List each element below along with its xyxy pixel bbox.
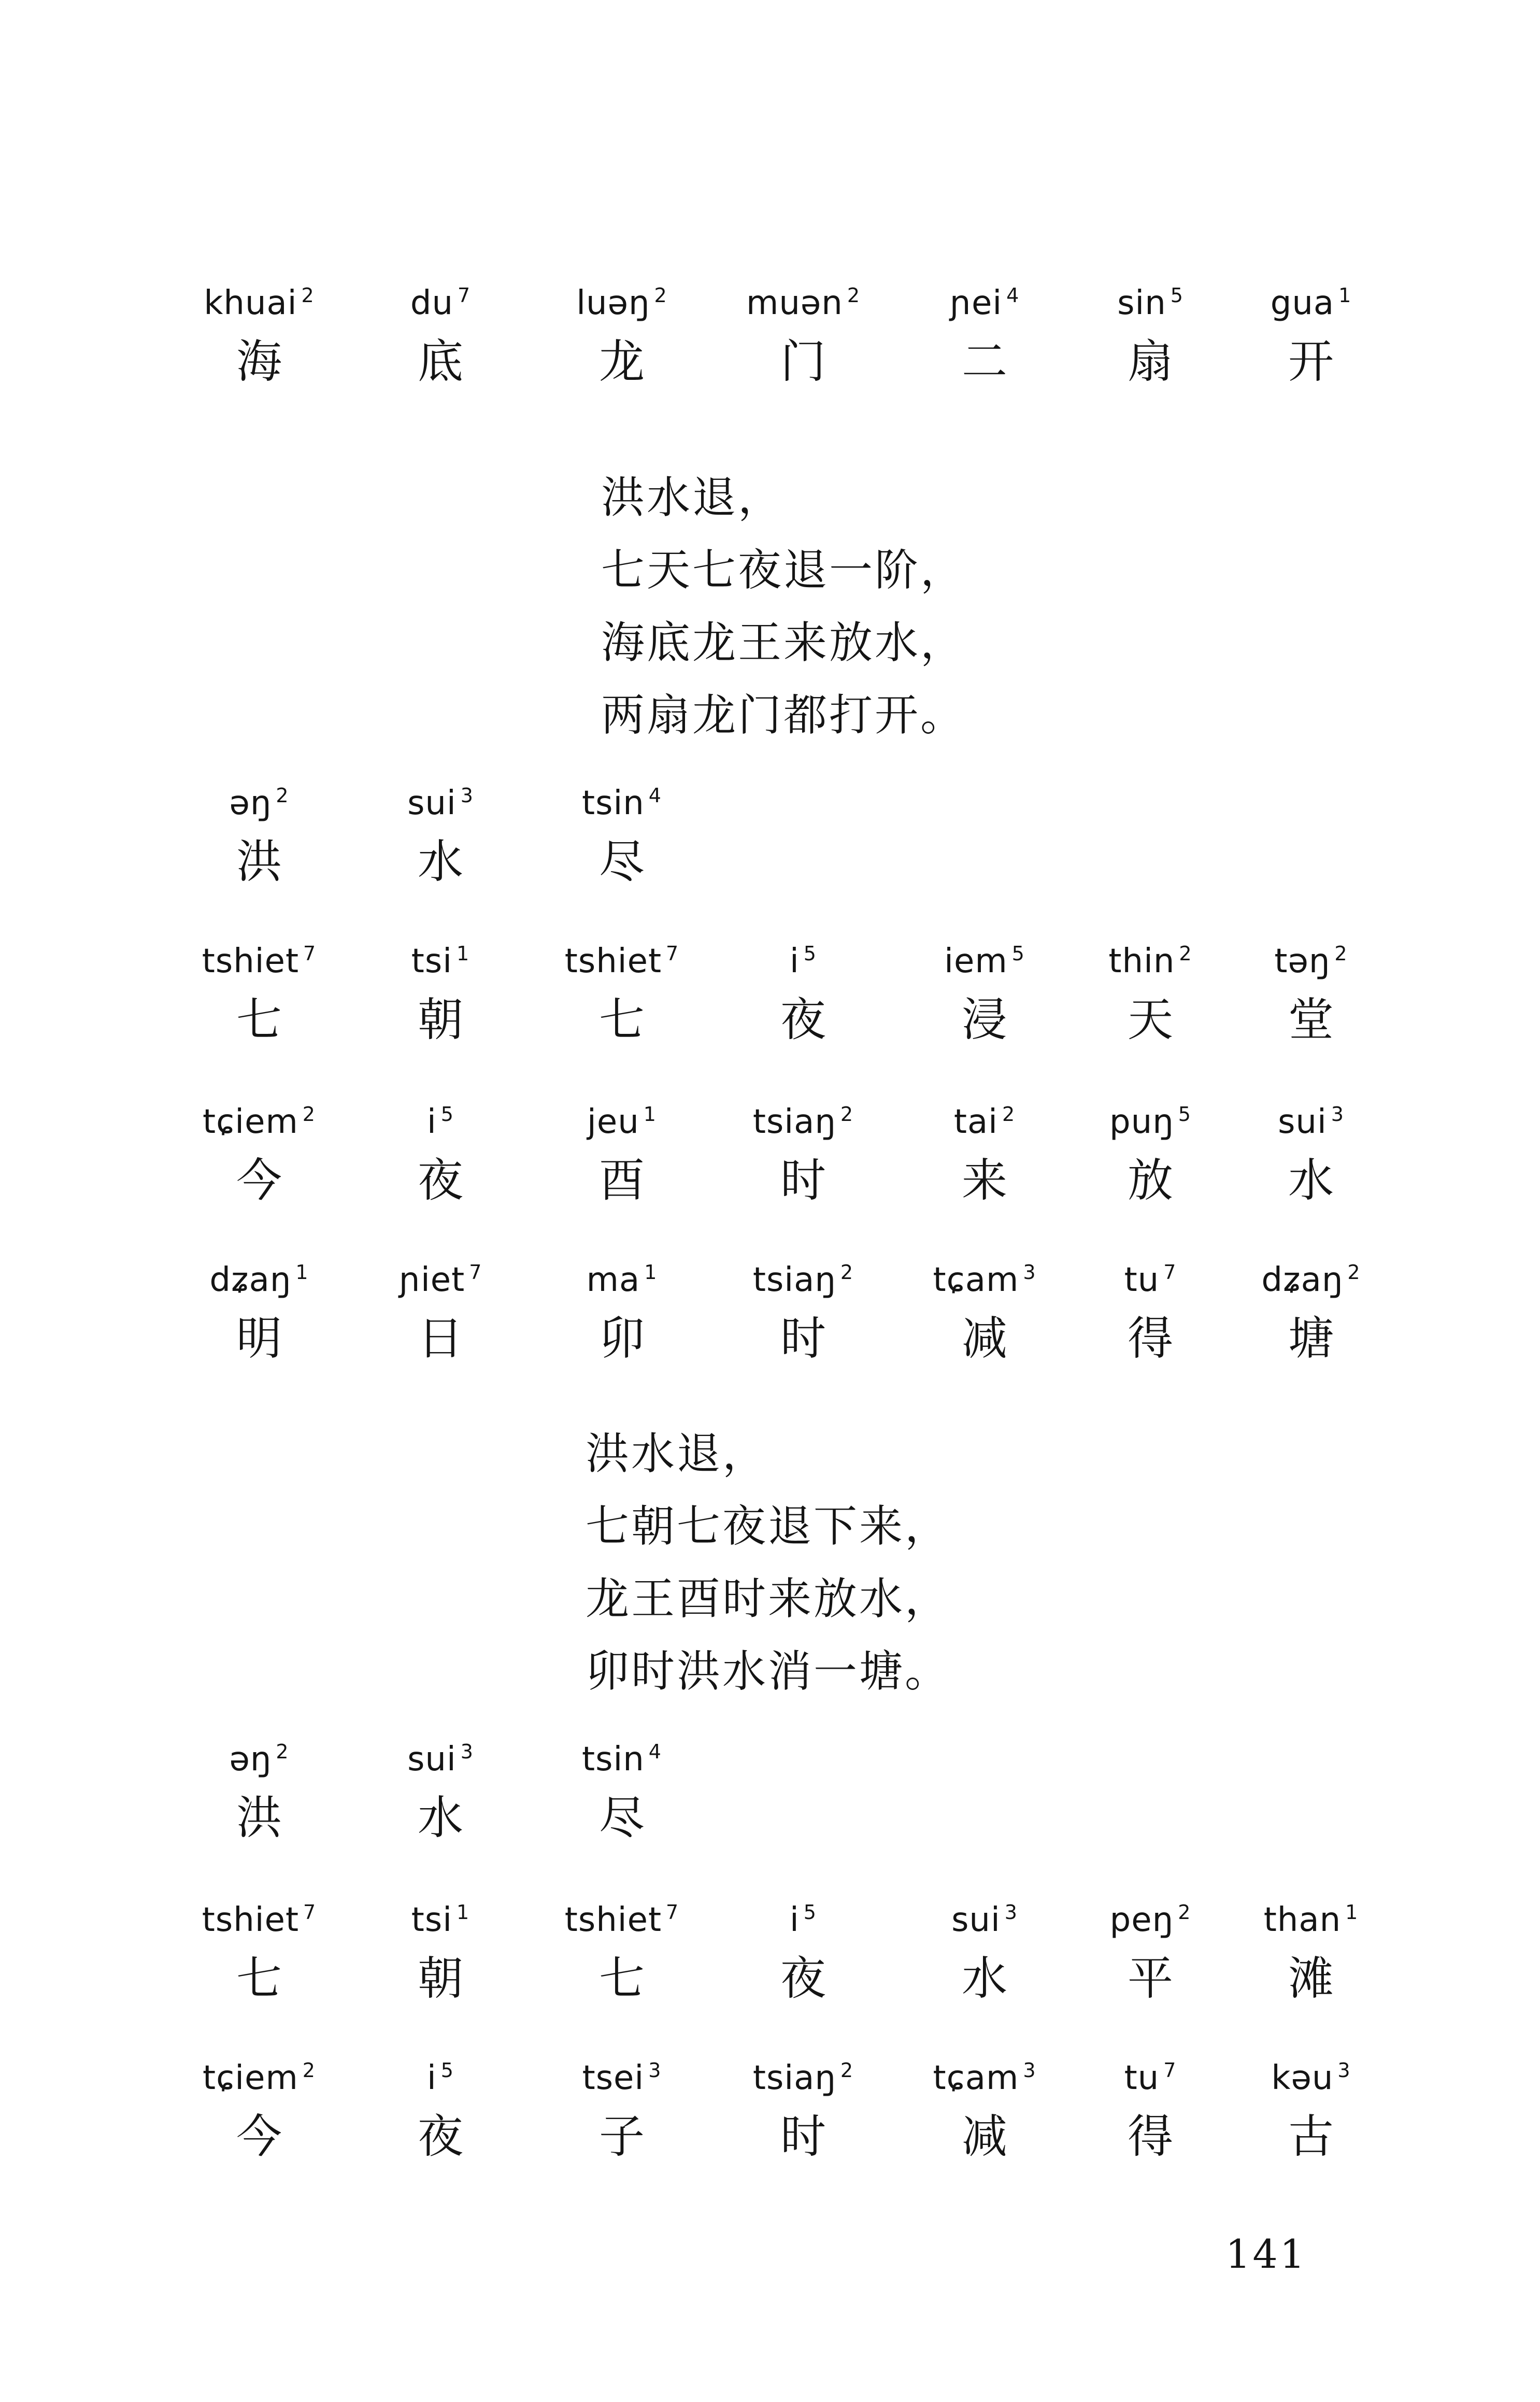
romanization: tshiet [564, 1901, 662, 1939]
tone-number: 2 [301, 284, 315, 307]
romanization: tsei [582, 2059, 645, 2097]
tone-number: 3 [1331, 1103, 1344, 1126]
romanization: tu [1124, 1261, 1160, 1299]
gloss-word [1057, 1899, 1244, 2007]
gloss-word [891, 941, 1078, 1048]
gloss-word [347, 1899, 534, 2007]
gloss-word [166, 1101, 352, 1209]
hanzi: 时 [780, 1312, 826, 1365]
gloss-word [347, 1739, 534, 1846]
gloss-word [166, 941, 352, 1048]
hanzi: 尽 [598, 835, 645, 888]
tone-number: 1 [1338, 284, 1352, 307]
gloss-block-4 [0, 1101, 1540, 1257]
gloss-row [0, 282, 1540, 438]
gloss-word [1057, 1259, 1244, 1367]
romanization: muən [746, 284, 843, 322]
tone-number: 5 [1170, 284, 1183, 307]
romanization: ɲiet [398, 1261, 465, 1299]
hanzi: 酉 [598, 1154, 645, 1207]
tone-number: 7 [469, 1261, 482, 1284]
verse-line: 卯时洪水消一塘。 [586, 1646, 951, 1697]
romanization: puŋ [1109, 1103, 1174, 1141]
tone-number: 4 [648, 1740, 662, 1763]
hanzi: 得 [1127, 2110, 1173, 2163]
gloss-word [529, 1259, 715, 1367]
hanzi: 朝 [417, 1952, 463, 2005]
romanization: khuai [204, 284, 297, 322]
gloss-word [891, 1259, 1078, 1367]
gloss-word [166, 1739, 352, 1846]
romanization: tu [1124, 2059, 1160, 2097]
romanization: sui [1278, 1103, 1327, 1141]
hanzi: 底 [417, 335, 463, 388]
romanization: i [427, 1103, 437, 1141]
gloss-word [347, 1259, 534, 1367]
tone-number: 7 [1163, 1261, 1177, 1284]
tone-number: 4 [648, 784, 662, 807]
hanzi: 来 [961, 1154, 1007, 1207]
romanization: luəŋ [576, 284, 650, 322]
hanzi: 夜 [780, 1952, 826, 2005]
gloss-row [0, 1259, 1540, 1415]
hanzi: 水 [1288, 1154, 1334, 1207]
hanzi: 时 [780, 1154, 826, 1207]
hanzi: 平 [1127, 1952, 1173, 2005]
gloss-word [529, 1739, 715, 1846]
gloss-word [1218, 941, 1404, 1048]
gloss-row [0, 2057, 1540, 2213]
gloss-word [166, 2057, 352, 2165]
tone-number: 7 [458, 284, 471, 307]
gloss-word [710, 1259, 896, 1367]
romanization: i [427, 2059, 437, 2097]
romanization: sui [407, 784, 457, 822]
tone-number: 2 [654, 284, 667, 307]
gloss-word [529, 1101, 715, 1209]
romanization: tɕam [933, 2059, 1019, 2097]
tone-number: 2 [840, 2059, 854, 2082]
hanzi: 七 [236, 1952, 282, 2005]
tone-number: 2 [276, 784, 289, 807]
hanzi: 夜 [780, 993, 826, 1046]
romanization: gua [1270, 284, 1335, 322]
verse-translation-2 [586, 1417, 950, 1708]
romanization: təŋ [1274, 942, 1331, 980]
hanzi: 今 [236, 2110, 282, 2163]
gloss-block-1 [0, 282, 1540, 438]
hanzi: 日 [417, 1312, 463, 1365]
verse-line: 龙王酉时来放水， [586, 1573, 951, 1624]
gloss-word [710, 941, 896, 1048]
gloss-word [710, 2057, 896, 2165]
page-number: 141 [1225, 2231, 1307, 2277]
hanzi: 门 [780, 335, 826, 388]
hanzi: 减 [961, 2110, 1007, 2163]
hanzi: 七 [598, 993, 645, 1046]
tone-number: 5 [1011, 942, 1025, 965]
romanization: tsiaŋ [752, 1103, 836, 1141]
hanzi: 堂 [1288, 993, 1334, 1046]
tone-number: 3 [1004, 1901, 1018, 1924]
verse-line: 海底龙王来放水， [601, 617, 966, 668]
gloss-word [529, 783, 715, 890]
verse-line: 洪水退， [586, 1428, 768, 1479]
tone-number: 1 [644, 1261, 658, 1284]
romanization: tshiet [202, 1901, 300, 1939]
romanization: əŋ [229, 784, 272, 822]
gloss-word [1057, 282, 1244, 390]
gloss-word [529, 1899, 715, 2007]
romanization: əŋ [229, 1740, 272, 1779]
tone-number: 2 [1334, 942, 1348, 965]
romanization: tɕiem [203, 1103, 298, 1141]
tone-number: 3 [460, 784, 474, 807]
gloss-word [347, 282, 534, 390]
hanzi: 子 [598, 2110, 645, 2163]
tone-number: 2 [840, 1103, 854, 1126]
verse-translation-1 [601, 461, 966, 751]
hanzi: 龙 [598, 335, 645, 388]
romanization: tshiet [202, 942, 300, 980]
hanzi: 水 [417, 835, 463, 888]
hanzi: 七 [236, 993, 282, 1046]
gloss-row [0, 783, 1540, 938]
verse-line: 七天七夜退一阶， [601, 545, 966, 595]
gloss-word [1218, 282, 1404, 390]
hanzi: 海 [236, 335, 282, 388]
tone-number: 2 [276, 1740, 289, 1763]
gloss-word [1057, 2057, 1244, 2165]
gloss-word [166, 282, 352, 390]
romanization: dʑaŋ [209, 1261, 292, 1299]
gloss-word [1057, 941, 1244, 1048]
gloss-block-7 [0, 1899, 1540, 2055]
verse-line: 洪水退， [601, 472, 784, 523]
gloss-word [166, 1899, 352, 2007]
romanization: kəu [1271, 2059, 1334, 2097]
tone-number: 5 [803, 1901, 817, 1924]
romanization: tsi [411, 942, 453, 980]
hanzi: 得 [1127, 1312, 1173, 1365]
gloss-block-6 [0, 1739, 1540, 1894]
romanization: peŋ [1109, 1901, 1174, 1939]
gloss-word [710, 1899, 896, 2007]
hanzi: 水 [417, 1791, 463, 1844]
tone-number: 2 [1347, 1261, 1361, 1284]
gloss-word [1218, 2057, 1404, 2165]
romanization: sui [407, 1740, 457, 1779]
gloss-word [347, 1101, 534, 1209]
tone-number: 2 [302, 1103, 316, 1126]
romanization: tai [953, 1103, 998, 1141]
gloss-word [1218, 1101, 1404, 1209]
gloss-word [891, 2057, 1078, 2165]
gloss-row [0, 941, 1540, 1096]
hanzi: 水 [961, 1952, 1007, 2005]
romanization: tsiaŋ [752, 2059, 836, 2097]
romanization: ɲei [949, 284, 1003, 322]
tone-number: 5 [440, 2059, 454, 2082]
romanization: tsiaŋ [752, 1261, 836, 1299]
hanzi: 扇 [1127, 335, 1173, 388]
tone-number: 7 [303, 942, 317, 965]
verse-line: 七朝七夜退下来， [586, 1501, 951, 1552]
tone-number: 2 [1179, 942, 1192, 965]
gloss-word [347, 783, 534, 890]
romanization: ma [586, 1261, 640, 1299]
romanization: tsin [582, 784, 645, 822]
gloss-word [710, 1101, 896, 1209]
gloss-block-5 [0, 1259, 1540, 1415]
hanzi: 卯 [598, 1312, 645, 1365]
romanization: jeu [587, 1103, 639, 1141]
hanzi: 滩 [1288, 1952, 1334, 2005]
verse-line: 两扇龙门都打开。 [601, 690, 966, 741]
romanization: thin [1108, 942, 1175, 980]
tone-number: 1 [1345, 1901, 1359, 1924]
hanzi: 二 [961, 335, 1007, 388]
hanzi: 明 [236, 1312, 282, 1365]
tone-number: 2 [1178, 1901, 1191, 1924]
tone-number: 3 [648, 2059, 662, 2082]
hanzi: 塘 [1288, 1312, 1334, 1365]
romanization: tɕiem [203, 2059, 298, 2097]
gloss-word [891, 1899, 1078, 2007]
hanzi: 放 [1127, 1154, 1173, 1207]
gloss-word [1218, 1259, 1404, 1367]
gloss-block-8 [0, 2057, 1540, 2213]
gloss-row [0, 1101, 1540, 1257]
gloss-word [166, 1259, 352, 1367]
tone-number: 2 [302, 2059, 316, 2082]
hanzi: 今 [236, 1154, 282, 1207]
hanzi: 夜 [417, 2110, 463, 2163]
gloss-word [347, 2057, 534, 2165]
gloss-word [891, 1101, 1078, 1209]
romanization: sin [1117, 284, 1166, 322]
gloss-word [710, 282, 896, 390]
tone-number: 1 [457, 942, 470, 965]
tone-number: 7 [303, 1901, 317, 1924]
gloss-block-3 [0, 941, 1540, 1096]
tone-number: 1 [457, 1901, 470, 1924]
hanzi: 时 [780, 2110, 826, 2163]
hanzi: 开 [1288, 335, 1334, 388]
romanization: tshiet [564, 942, 662, 980]
romanization: tsi [411, 1901, 453, 1939]
gloss-word [529, 282, 715, 390]
hanzi: 天 [1127, 993, 1173, 1046]
tone-number: 2 [1002, 1103, 1016, 1126]
gloss-word [529, 941, 715, 1048]
romanization: sui [951, 1901, 1001, 1939]
romanization: iem [944, 942, 1008, 980]
tone-number: 5 [1178, 1103, 1191, 1126]
romanization: dʑaŋ [1261, 1261, 1344, 1299]
hanzi: 洪 [236, 1791, 282, 1844]
romanization: tɕam [933, 1261, 1019, 1299]
gloss-word [529, 2057, 715, 2165]
gloss-word [347, 941, 534, 1048]
tone-number: 5 [803, 942, 817, 965]
gloss-word [166, 783, 352, 890]
romanization: tsin [582, 1740, 645, 1779]
tone-number: 5 [440, 1103, 454, 1126]
tone-number: 1 [643, 1103, 657, 1126]
hanzi: 洪 [236, 835, 282, 888]
tone-number: 3 [460, 1740, 474, 1763]
gloss-word [891, 282, 1078, 390]
hanzi: 浸 [961, 993, 1007, 1046]
gloss-word [1218, 1899, 1404, 2007]
tone-number: 7 [666, 1901, 679, 1924]
hanzi: 夜 [417, 1154, 463, 1207]
hanzi: 尽 [598, 1791, 645, 1844]
tone-number: 7 [1163, 2059, 1177, 2082]
hanzi: 七 [598, 1952, 645, 2005]
romanization: than [1263, 1901, 1342, 1939]
hanzi: 减 [961, 1312, 1007, 1365]
tone-number: 4 [1006, 284, 1020, 307]
tone-number: 1 [295, 1261, 309, 1284]
romanization: i [790, 1901, 800, 1939]
gloss-row [0, 1899, 1540, 2055]
hanzi: 古 [1288, 2110, 1334, 2163]
gloss-row [0, 1739, 1540, 1894]
hanzi: 朝 [417, 993, 463, 1046]
romanization: du [410, 284, 453, 322]
gloss-word [1057, 1101, 1244, 1209]
tone-number: 2 [840, 1261, 854, 1284]
tone-number: 3 [1023, 2059, 1036, 2082]
gloss-block-2 [0, 783, 1540, 938]
tone-number: 3 [1337, 2059, 1351, 2082]
tone-number: 7 [666, 942, 679, 965]
romanization: i [790, 942, 800, 980]
tone-number: 2 [847, 284, 861, 307]
tone-number: 3 [1023, 1261, 1036, 1284]
